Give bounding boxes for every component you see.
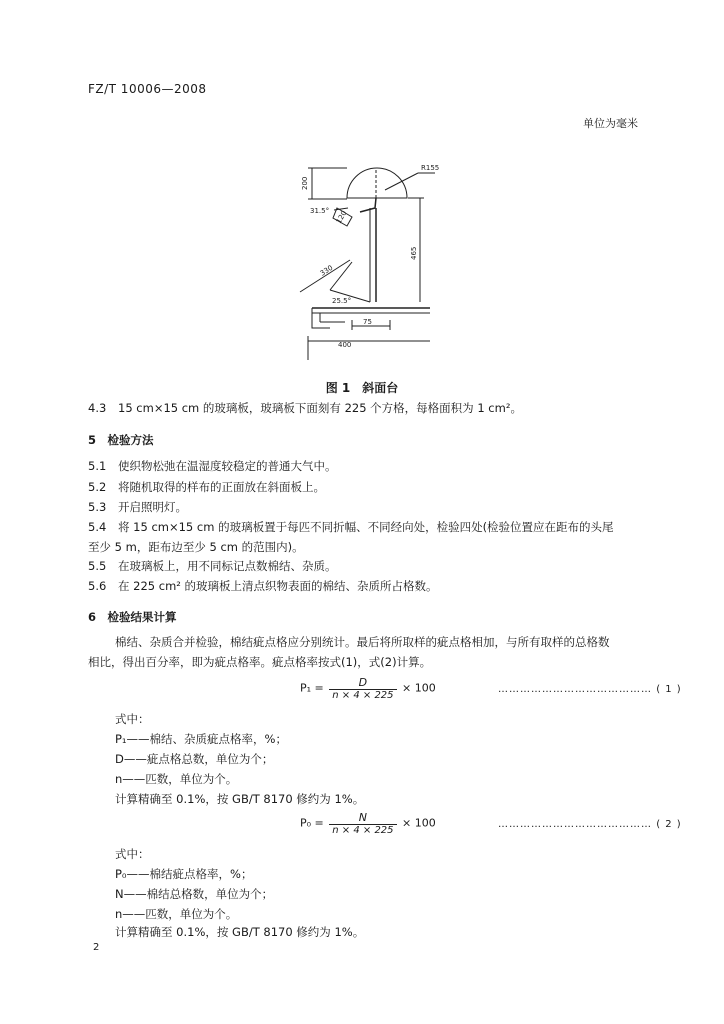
item-5-2: 5.2 将随机取得的样布的正面放在斜面板上。 bbox=[88, 480, 325, 494]
def-n-2: n——匹数，单位为个。 bbox=[115, 907, 238, 921]
para-4-3: 4.3 15 cm×15 cm 的玻璃板，玻璃板下面刻有 225 个方格，每格面积为 1 cm²。 bbox=[88, 401, 522, 415]
label-330: 330 bbox=[318, 263, 335, 278]
label-120: 120 bbox=[334, 209, 349, 225]
def-nn: N——棉结总格数，单位为个； bbox=[115, 887, 274, 901]
item-5-6: 5.6 在 225 cm² 的玻璃板上清点织物表面的棉结、杂质所占格数。 bbox=[88, 579, 438, 593]
where-2: 式中： bbox=[115, 847, 150, 861]
def-n-1: n——匹数，单位为个。 bbox=[115, 772, 238, 786]
formula-2-leader: …………………………………… ( 2 ) bbox=[498, 819, 682, 830]
figure-caption: 图 1 斜面台 bbox=[325, 381, 399, 395]
figure-inclined-table bbox=[290, 150, 450, 365]
label-200: 200 bbox=[301, 176, 309, 190]
section-5-heading: 5 检验方法 bbox=[88, 433, 154, 447]
precision-2: 计算精确至 0.1%，按 GB/T 8170 修约为 1%。 bbox=[115, 925, 365, 939]
formula-1-leader: …………………………………… ( 1 ) bbox=[498, 684, 682, 695]
def-d: D——疵点格总数，单位为个； bbox=[115, 752, 274, 766]
label-31-5: 31.5° bbox=[310, 207, 330, 215]
item-5-4: 5.4 将 15 cm×15 cm 的玻璃板置于每匹不同折幅、不同经向处，检验四处(检验位置应在距布的头尾 bbox=[88, 520, 614, 534]
precision-1: 计算精确至 0.1%，按 GB/T 8170 修约为 1%。 bbox=[115, 792, 365, 806]
label-465: 465 bbox=[410, 246, 418, 260]
item-5-5: 5.5 在玻璃板上，用不同标记点数棉结、杂质。 bbox=[88, 559, 337, 573]
label-r155: R155 bbox=[421, 164, 440, 172]
def-p0: P₀——棉结疵点格率，%； bbox=[115, 867, 253, 881]
page-number: 2 bbox=[93, 942, 100, 953]
formula-1: P₁ = $\frac{D}{n \times 4 \times 225}$ × 100 bbox=[300, 676, 436, 701]
standard-code: FZ/T 10006—2008 bbox=[88, 82, 207, 96]
item-5-4-cont: 至少 5 m，距布边至少 5 cm 的范围内)。 bbox=[88, 540, 304, 554]
item-5-3: 5.3 开启照明灯。 bbox=[88, 500, 187, 514]
label-75: 75 bbox=[363, 318, 372, 326]
label-400: 400 bbox=[338, 341, 352, 349]
formula-2: P₀ = $\frac{N}{n \times 4 \times 225}$ × 100 bbox=[300, 811, 436, 836]
where-1: 式中： bbox=[115, 712, 150, 726]
label-25-5: 25.5° bbox=[332, 297, 352, 305]
item-5-1: 5.1 使织物松弛在温湿度较稳定的普通大气中。 bbox=[88, 459, 337, 473]
section-6-heading: 6 检验结果计算 bbox=[88, 610, 177, 624]
section-6-intro-line1: 棉结、杂质合并检验，棉结疵点格应分别统计。最后将所取样的疵点格相加，与所有取样的总格数 bbox=[115, 635, 610, 649]
def-p1: P₁——棉结、杂质疵点格率，%； bbox=[115, 732, 287, 746]
section-6-intro-line2: 相比，得出百分率，即为疵点格率。疵点格率按式(1)，式(2)计算。 bbox=[88, 655, 432, 669]
unit-note: 单位为毫米 bbox=[583, 117, 638, 130]
